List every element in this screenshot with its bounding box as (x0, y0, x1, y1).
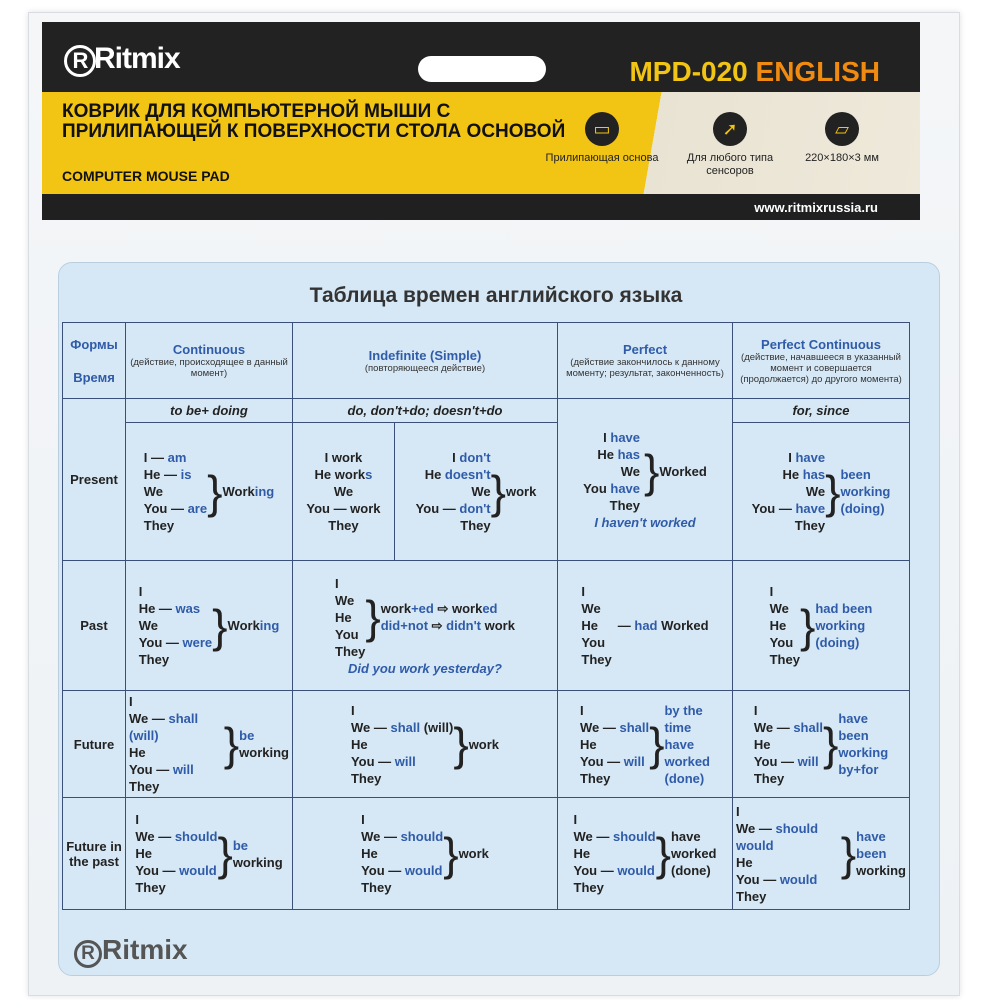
cell-fp-perfect-continuous: I We — should would He You — would They } have been working (733, 798, 910, 910)
cell-past-perfect: I We He You They — had Worked (558, 561, 733, 691)
cell-present-indefinite-b: I don't He doesn't We You — don't They } work (394, 423, 557, 561)
sub-indefinite: do, don't+do; doesn't+do (293, 399, 558, 423)
cell-present-perfect: I have He has We You have They } Worked I haven't worked (558, 399, 733, 561)
cell-future-perfect: I We — shall He You — will They } by the time have worked (done) (558, 691, 733, 798)
size-icon: ▱ (825, 112, 859, 146)
title-en: COMPUTER MOUSE PAD (62, 168, 230, 184)
header-indefinite: Indefinite (Simple) (повторяющееся действие) (293, 323, 558, 399)
row-present: Present (63, 399, 126, 561)
header-perfect-continuous: Perfect Continuous (действие, начавшееся в указанный момент и совершается (продолжается) до другого момента) (733, 323, 910, 399)
title-ru: КОВРИК ДЛЯ КОМПЬЮТЕРНОЙ МЫШИ С ПРИЛИПАЮЩЕЙ К ПОВЕРХНОСТИ СТОЛА ОСНОВОЙ (62, 101, 566, 142)
row-future: Future (63, 691, 126, 798)
header-continuous: Continuous (действие, происходящее в данный момент) (126, 323, 293, 399)
cell-present-indefinite-a: I work He works We You — work They (293, 423, 395, 561)
cell-future-indefinite: I We — shall (will) He You — will They } work (293, 691, 558, 798)
pad-icon: ▭ (585, 112, 619, 146)
cell-fp-perfect: I We — should He You — would They } have worked (done) (558, 798, 733, 910)
pad-title: Таблица времен английского языка (309, 284, 683, 307)
sub-continuous: to be+ doing (126, 399, 293, 423)
cell-present-perfect-continuous: I have He has We You — have They } been working (doing) (733, 423, 910, 561)
cell-past-continuous: I He — was We You — were They } Working (126, 561, 293, 691)
tense-table (62, 322, 910, 910)
feature-size: ▱ 220×180×3 мм (782, 112, 902, 165)
website: www.ritmixrussia.ru (754, 200, 878, 215)
row-future-in-past: Future in the past (63, 798, 126, 910)
pad-logo: R Ritmix (74, 934, 188, 968)
header-perfect: Perfect (действие закончилось к данному моменту; результат, законченность) (558, 323, 733, 399)
sub-perfect-continuous: for, since (733, 399, 910, 423)
cell-future-perfect-continuous: I We — shall He You — will They } have been working by+for (733, 691, 910, 798)
cell-past-perfect-continuous: I We He You They } had been working (doing) (733, 561, 910, 691)
cell-future-continuous: I We — shall (will) He You — will They } be working (126, 691, 293, 798)
cell-present-continuous: I — am He — is We You — are They } Working (126, 423, 293, 561)
model-name: MPD-020 ENGLISH (629, 56, 880, 87)
row-past: Past (63, 561, 126, 691)
cell-fp-continuous: I We — should He You — would They } be working (126, 798, 293, 910)
cell-past-indefinite: I We He You They } work+ed ⇨ worked did+not ⇨ didn't work Did you work yesterday? (293, 561, 558, 691)
header-card (42, 22, 920, 220)
cell-fp-indefinite: I We — should He You — would They } work (293, 798, 558, 910)
hang-hole (418, 56, 546, 82)
feature-adhesive: ▭ Прилипающая основа (542, 112, 662, 165)
brand-logo: R Ritmix (64, 42, 180, 77)
feature-sensor: ➚ Для любого типа сенсоров (670, 112, 790, 178)
cursor-icon: ➚ (713, 112, 747, 146)
header-forms: Формы Время (63, 323, 126, 399)
